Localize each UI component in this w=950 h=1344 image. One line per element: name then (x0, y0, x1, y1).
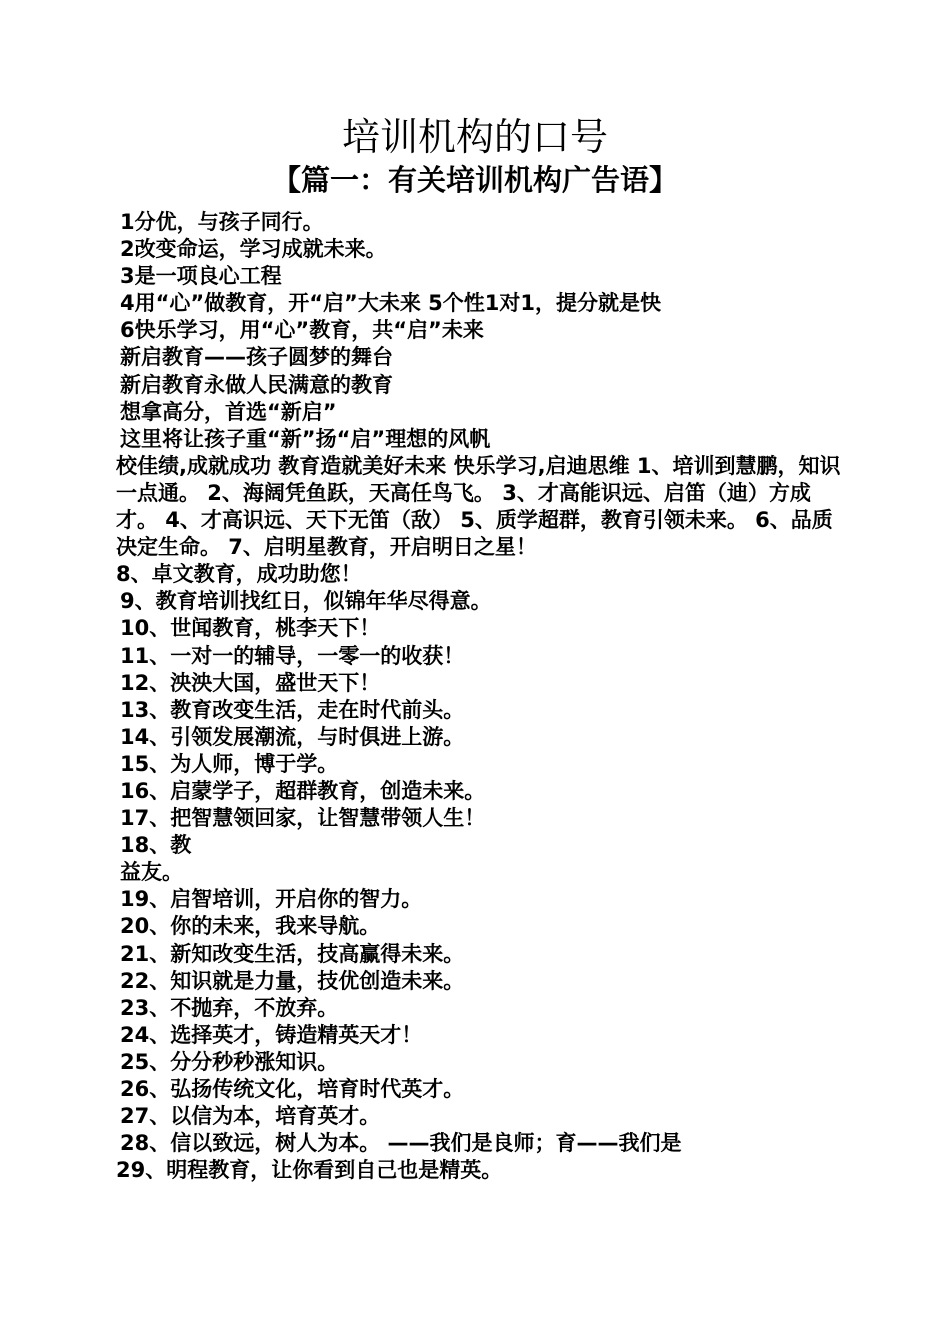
list-item: 16、启蒙学子，超群教育，创造未来。 (120, 778, 486, 803)
list-item: 11、一对一的辅导，一零一的收获！ (120, 643, 465, 668)
list-item: 17、把智慧领回家，让智慧带领人生！ (120, 806, 486, 831)
document-subtitle: 【篇一：有关培训机构广告语】 (271, 163, 678, 197)
list-item: 29、明程教育，让你看到自己也是精英。 (116, 1158, 503, 1183)
list-item: 10、世闻教育，桃李天下！ (120, 616, 381, 641)
list-item: 3是一项良心工程 (120, 264, 282, 289)
list-item: 13、教育改变生活，走在时代前头。 (120, 697, 465, 722)
list-item: 26、弘扬传统文化，培育时代英才。 (120, 1077, 465, 1101)
slogan-list (116, 209, 844, 1184)
list-item: 2改变命运，学习成就未来。 (120, 237, 387, 262)
list-item: 27、以信为本，培育英才。 (120, 1104, 381, 1129)
list-item: 4用“心”做教育，开“启”大未来 5个性1对1，提分就是快 (120, 291, 661, 316)
list-item: 益友。 (120, 860, 183, 885)
list-item: 24、选择英才，铸造精英天才！ (120, 1022, 423, 1047)
list-item: 8、卓文教育，成功助您！ (116, 562, 362, 587)
list-item: 20、你的未来，我来导航。 (120, 914, 381, 939)
list-item: 19、启智培训，开启你的智力。 (120, 887, 423, 912)
list-item: 15、为人师，博于学。 (120, 751, 339, 776)
list-item: 23、不抛弃，不放弃。 (120, 995, 339, 1020)
paragraph: 校佳绩,成就成功 教育造就美好未来 快乐学习,启迪思维 1、培训到慧鹏，知识一点通。 2、海阔凭鱼跃，天高任鸟飞。 3、才高能识远、启笛（迪）方成才。 4、才高识远、天下无笛（敌） 5、质学超群，教育引领未来。 6、品质决定生命。 7、启明星教育，开启明日之星！ (116, 453, 841, 560)
list-item: 6快乐学习，用“心”教育，共“启”未来 (120, 318, 484, 343)
list-item: 28、信以致远，树人为本。 ——我们是良师；育——我们是 (120, 1131, 682, 1156)
list-item: 12、泱泱大国，盛世天下！ (120, 670, 381, 695)
list-item: 新启教育永做人民满意的教育 (120, 372, 393, 397)
list-item: 1分优，与孩子同行。 (120, 210, 324, 234)
list-item: 想拿高分，首选“新启” (120, 399, 337, 424)
list-item: 22、知识就是力量，技优创造未来。 (120, 968, 465, 993)
list-item: 这里将让孩子重“新”扬“启”理想的风帆 (120, 426, 491, 451)
list-item: 18、教 (120, 833, 192, 858)
list-item: 25、分分秒秒涨知识。 (120, 1049, 339, 1074)
list-item: 新启教育——孩子圆梦的舞台 (120, 345, 393, 370)
list-item: 21、新知改变生活，技高赢得未来。 (120, 941, 465, 966)
list-item: 14、引领发展潮流，与时俱进上游。 (120, 724, 465, 749)
list-item: 9、教育培训找红日，似锦年华尽得意。 (120, 589, 492, 614)
document-title: 培训机构的口号 (341, 115, 608, 159)
